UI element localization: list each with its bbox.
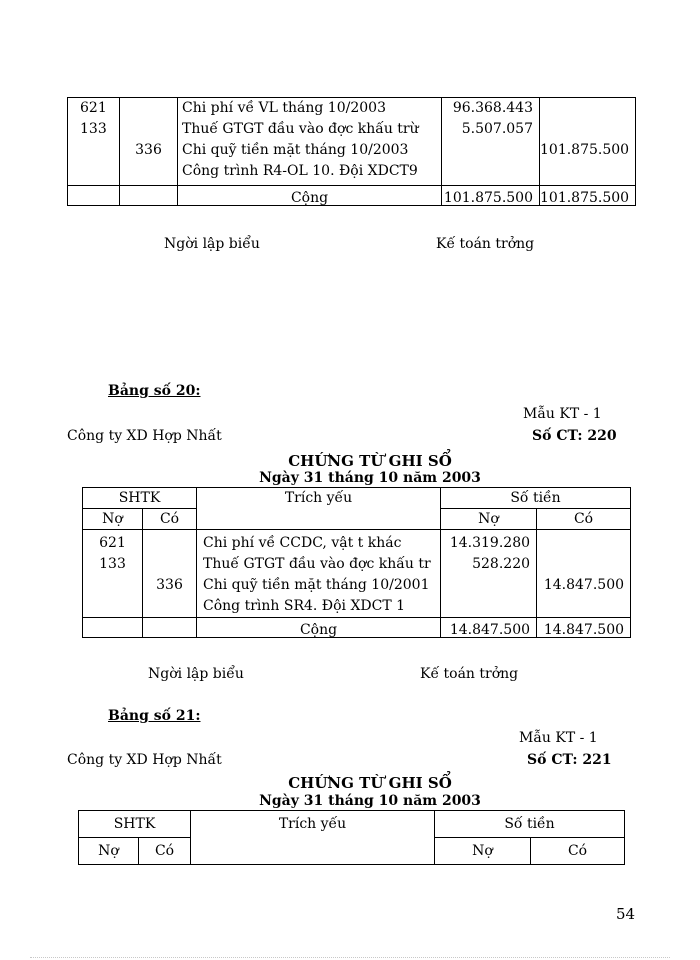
credit-account-col: 336	[120, 98, 178, 186]
table20-form-code: Mẫu KT - 1	[523, 406, 602, 422]
col-shtk-header: SHTK	[83, 488, 197, 509]
col-so-tien-header: Số tiền	[441, 488, 631, 509]
debit-account-col: 621 133	[68, 98, 120, 186]
ledger-table-21	[78, 810, 625, 865]
table21-heading: Bảng số 21:	[108, 708, 201, 724]
table21-company: Công ty XD Hợp Nhất	[67, 752, 222, 768]
debit-amount-col: 14.319.280 528.220	[441, 530, 537, 618]
footer-rule	[30, 957, 670, 958]
table21-date: Ngày 31 tháng 10 năm 2003	[259, 793, 481, 809]
preparer-signature-label: Ngời lập biểu	[148, 666, 244, 682]
table20-voucher-no: Số CT: 220	[532, 428, 617, 444]
table21-voucher-no: Số CT: 221	[527, 752, 612, 768]
table20-date: Ngày 31 tháng 10 năm 2003	[259, 470, 481, 486]
debit-account-col: 621 133	[83, 530, 143, 618]
total-debit: 101.875.500	[442, 186, 540, 206]
debit-amount-col: 96.368.443 5.507.057	[442, 98, 540, 186]
credit-account-col: 336	[143, 530, 197, 618]
total-credit: 14.847.500	[537, 618, 631, 638]
col-co-amount-header: Có	[537, 509, 631, 530]
col-no-amount-header: Nợ	[441, 509, 537, 530]
col-no-amount-header: Nợ	[435, 838, 531, 865]
col-no-header: Nợ	[83, 509, 143, 530]
table20-heading: Bảng số 20:	[108, 383, 201, 399]
description-col: Chi phí về CCDC, vật t khác Thuế GTGT đầu vào đợc khấu tr Chi quỹ tiền mặt tháng 10/2001 Công trình SR4. Đội XDCT 1	[197, 530, 441, 618]
col-so-tien-header: Số tiền	[435, 811, 625, 838]
total-debit: 14.847.500	[441, 618, 537, 638]
accountant-signature-label: Kế toán trởng	[420, 666, 519, 682]
col-co-header: Có	[143, 509, 197, 530]
page-number: 54	[616, 905, 636, 923]
table20-company: Công ty XD Hợp Nhất	[67, 428, 222, 444]
col-co-amount-header: Có	[531, 838, 625, 865]
credit-amount-col: 14.847.500	[537, 530, 631, 618]
credit-amount-col: 101.875.500	[540, 98, 636, 186]
description-col: Chi phí về VL tháng 10/2003 Thuế GTGT đầu vào đợc khấu trừ Chi quỹ tiền mặt tháng 10/2003 Công trình R4-OL 10. Đội XDCT9	[178, 98, 442, 186]
total-label: Cộng	[197, 618, 441, 638]
table20-title: CHỨNG TỪ GHI SỔ	[288, 452, 452, 470]
table21-form-code: Mẫu KT - 1	[519, 730, 598, 746]
accountant-signature-label: Kế toán trởng	[436, 236, 535, 252]
col-shtk-header: SHTK	[79, 811, 191, 838]
ledger-table-20	[82, 487, 631, 638]
total-credit: 101.875.500	[540, 186, 636, 206]
total-label: Cộng	[178, 186, 442, 206]
preparer-signature-label: Ngời lập biểu	[164, 236, 260, 252]
col-no-header: Nợ	[79, 838, 139, 865]
table21-title: CHỨNG TỪ GHI SỔ	[288, 774, 452, 792]
col-trich-yeu-header: Trích yếu	[191, 811, 435, 865]
ledger-table-top	[67, 97, 636, 206]
col-trich-yeu-header: Trích yếu	[197, 488, 441, 530]
col-co-header: Có	[139, 838, 191, 865]
